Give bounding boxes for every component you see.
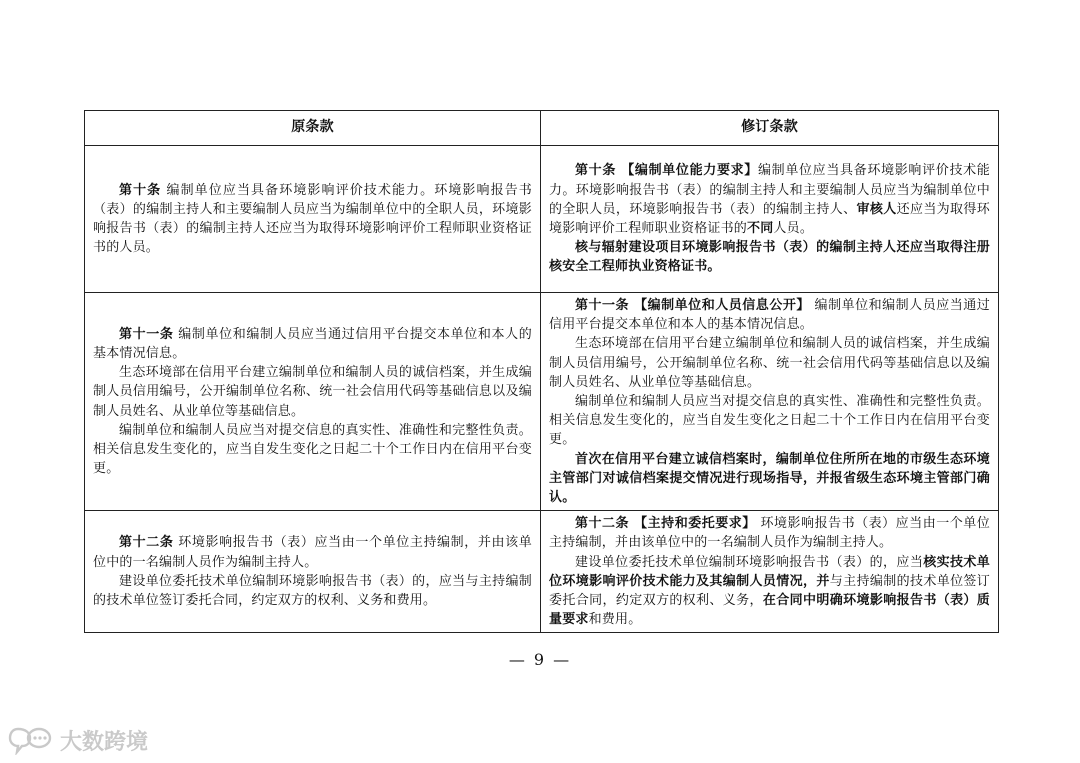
clause-paragraph	[549, 161, 990, 238]
clause-paragraph	[549, 514, 990, 552]
clause-text: 与主持编制的技术单位签订委托合同，约定双方的权利、义务，	[549, 573, 991, 609]
clause-paragraph	[549, 296, 990, 334]
clause-text: 编制单位应当具备环境影响评价技术能力。环境影响报告书（表）的编制主持人和主要编制人员应当为编制单位中的全职人员，环境影响报告书（表）的编制主持人还应当为取得环境影响评价工程师职业资格证书的人员。	[93, 182, 532, 256]
clause-text: 和费用。	[588, 612, 642, 628]
table-header-row	[85, 111, 999, 146]
clause-text: 编制单位和编制人员应当对提交信息的真实性、准确性和完整性负责。相关信息发生变化的，应当自发生变化之日起二十个工作日内在信用平台变更。	[93, 422, 532, 477]
clause-paragraph	[93, 533, 532, 571]
clause-text: 环境影响报告书（表）应当由一个单位主持编制，并由该单位中的一名编制人员作为编制主持人。	[93, 535, 532, 570]
clause-text: 编制单位应当具备环境影响评价技术能力。环境影响报告书（表）的编制主持人和主要编制人员应当为编制单位中的全职人员，环境影响报告书（表）的编制主持人、	[549, 163, 990, 217]
chat-bubbles-icon	[8, 725, 54, 755]
original-clause-cell	[85, 146, 541, 293]
clause-paragraph	[549, 450, 990, 508]
table-row	[85, 511, 999, 633]
clause-text: 环境影响报告书（表）应当由一个单位主持编制，并由该单位中的一名编制人员作为编制主持人。	[549, 516, 991, 551]
bold-text: 第十条 【编制单位能力要求】	[575, 163, 758, 179]
watermark	[8, 722, 148, 758]
revised-clause-cell	[541, 511, 999, 633]
bold-text: 第十一条 【编制单位和人员信息公开】	[575, 298, 810, 313]
clause-paragraph	[549, 334, 990, 392]
clause-paragraph	[93, 325, 532, 363]
revised-clause-cell	[541, 293, 999, 511]
comparison-table	[84, 110, 999, 633]
table-row	[85, 293, 999, 511]
original-clause-cell	[85, 293, 541, 511]
page-number: — 9 —	[508, 650, 572, 669]
bold-text: 第十二条	[119, 535, 174, 551]
clause-text: 建设单位委托技术单位编制环境影响报告书（表）的，应当	[575, 554, 924, 570]
clause-paragraph	[93, 363, 532, 421]
table-row	[85, 146, 999, 293]
bold-text: 核实技术单位环境影响评价技术能力及其编制人员情况，并	[549, 554, 990, 589]
clause-text: 人员。	[773, 221, 814, 236]
clause-text: 生态环境部在信用平台建立编制单位和编制人员的诚信档案，并生成编制人员信用编号，公开编制单位名称、统一社会信用代码等基础信息以及编制人员姓名、从业单位等基础信息。	[93, 365, 532, 419]
clause-text: 建设单位委托技术单位编制环境影响报告书（表）的，应当与主持编制的技术单位签订委托合同，约定双方的权利、义务和费用。	[93, 573, 532, 609]
clause-text: 编制单位和编制人员应当对提交信息的真实性、准确性和完整性负责。相关信息发生变化的，应当自发生变化之日起二十个工作日内在信用平台变更。	[549, 394, 990, 448]
bold-text: 不同	[747, 221, 774, 236]
bold-text: 第十一条	[119, 326, 174, 342]
clause-text: 编制单位和编制人员应当通过信用平台提交本单位和本人的基本情况信息。	[549, 298, 990, 333]
clause-text: 还应当为取得环境影响评价工程师职业资格证书的	[549, 201, 990, 236]
original-clause-cell	[85, 511, 541, 633]
clause-paragraph	[549, 238, 990, 276]
clause-paragraph	[93, 181, 532, 258]
bold-text: 首次在信用平台建立诚信档案时，编制单位住所所在地的市级生态环境主管部门对诚信档案提交情况进行现场指导，并报省级生态环境主管部门确认。	[549, 451, 990, 506]
clause-paragraph	[93, 421, 532, 479]
bold-text: 核与辐射建设项目环境影响报告书（表）的编制主持人还应当取得注册核安全工程师执业资格证书。	[549, 240, 990, 275]
bold-text: 第十条	[119, 182, 162, 198]
bold-text: 第十二条 【主持和委托要求】	[575, 516, 756, 532]
clause-paragraph	[93, 572, 532, 610]
clause-paragraph	[549, 553, 990, 630]
revised-clause-cell	[541, 146, 999, 293]
watermark-text: 大数跨境	[60, 729, 149, 755]
clause-text: 编制单位和编制人员应当通过信用平台提交本单位和本人的基本情况信息。	[93, 326, 532, 361]
header-original: 原条款	[85, 111, 541, 146]
header-revised: 修订条款	[541, 111, 999, 146]
clause-paragraph	[549, 392, 990, 450]
bold-text: 审核人	[856, 201, 897, 217]
bold-text: 在合同中明确环境影响报告书（表）质量要求	[549, 593, 991, 628]
clause-text: 生态环境部在信用平台建立编制单位和编制人员的诚信档案，并生成编制人员信用编号，公开编制单位名称、统一社会信用代码等基础信息以及编制人员姓名、从业单位等基础信息。	[549, 336, 990, 390]
